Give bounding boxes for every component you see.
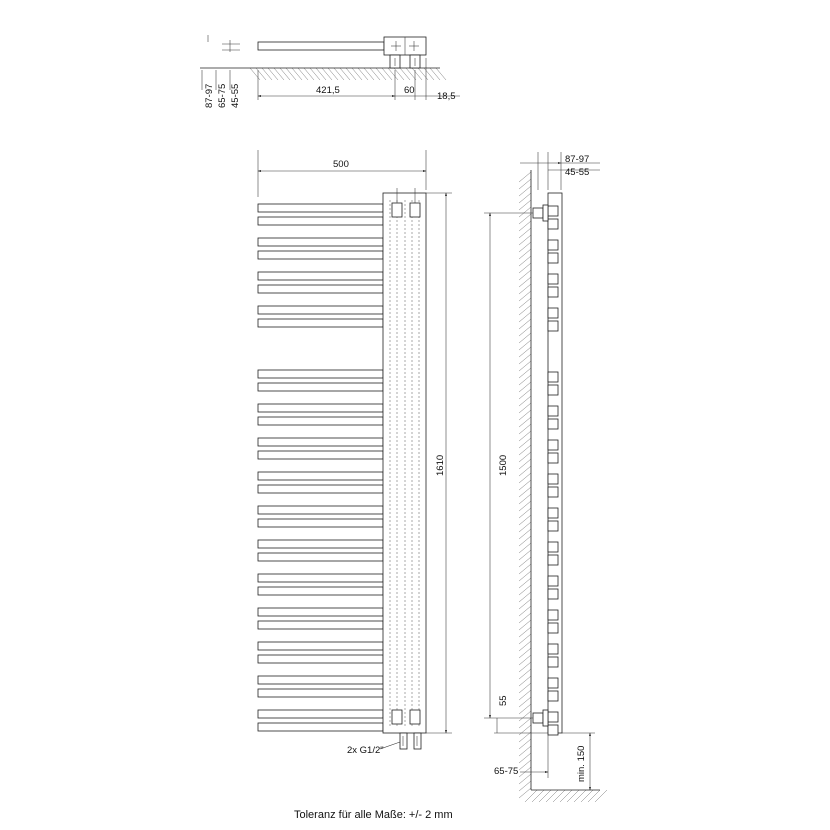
hatch-line (388, 68, 398, 80)
front-towel-bar (258, 383, 383, 391)
side-bar-end (548, 287, 558, 297)
top-dim-65-75: 65-75 (217, 83, 228, 108)
hatch-line (310, 68, 320, 80)
side-bar-end (548, 508, 558, 518)
front-towel-bar (258, 642, 383, 650)
front-towel-bar (258, 689, 383, 697)
front-towel-bar (258, 621, 383, 629)
front-dim-width: 500 (333, 159, 349, 170)
hatch-line (532, 790, 544, 802)
side-bottom-bracket-plate (543, 710, 548, 726)
hatch-line (560, 790, 572, 802)
front-towel-bar (258, 285, 383, 293)
hatch-line (424, 68, 434, 80)
front-connection-stub-left (400, 733, 407, 749)
front-towel-bar (258, 472, 383, 480)
hatch-line (352, 68, 362, 80)
front-towel-bar (258, 204, 383, 212)
front-towel-bar (258, 306, 383, 314)
side-bar-end (548, 725, 558, 735)
front-towel-bar (258, 319, 383, 327)
hatch-line (280, 68, 290, 80)
front-towel-bar (258, 655, 383, 663)
front-towel-bar (258, 608, 383, 616)
hatch-line (358, 68, 368, 80)
front-towel-bar (258, 251, 383, 259)
front-towel-bar (258, 587, 383, 595)
hatch-line (595, 790, 607, 802)
hatch-line (546, 790, 558, 802)
side-dim-45-55: 45-55 (565, 167, 590, 178)
side-bar-end (548, 308, 558, 318)
front-bottom-fitting-right (410, 710, 420, 724)
hatch-line (418, 68, 428, 80)
front-towel-bar (258, 272, 383, 280)
side-bar-end (548, 274, 558, 284)
front-towel-bar (258, 710, 383, 718)
hatch-line (256, 68, 266, 80)
side-bar-end (548, 253, 558, 263)
side-bar-end (548, 385, 558, 395)
side-bar-end (548, 644, 558, 654)
front-connection-label: 2x G1/2" (347, 745, 384, 756)
hatch-line (382, 68, 392, 80)
side-bar-end (548, 555, 558, 565)
side-bar-end (548, 419, 558, 429)
hatch-line (376, 68, 386, 80)
side-top-bracket-plate (543, 205, 548, 221)
hatch-line (292, 68, 302, 80)
side-view (484, 152, 607, 802)
front-top-fitting-left (392, 203, 402, 217)
side-bar-end (548, 521, 558, 531)
front-towel-bar (258, 540, 383, 548)
hatch-line (262, 68, 272, 80)
hatch-line (250, 68, 260, 80)
side-bar-end (548, 657, 558, 667)
side-bar-end (548, 712, 558, 722)
hatch-line (394, 68, 404, 80)
hatch-line (274, 68, 284, 80)
hatch-line (316, 68, 326, 80)
hatch-line (588, 790, 600, 802)
front-towel-bar (258, 438, 383, 446)
top-dim-width: 421,5 (316, 85, 340, 96)
side-dim-bottom-offset: 55 (498, 695, 509, 706)
side-bar-end (548, 610, 558, 620)
front-towel-bar (258, 574, 383, 582)
hatch-line (430, 68, 440, 80)
side-dim-bracket-spacing: 1500 (498, 454, 509, 476)
tolerance-note: Toleranz für alle Maße: +/- 2 mm (294, 809, 453, 821)
side-bar-end (548, 487, 558, 497)
hatch-line (400, 68, 410, 80)
front-towel-bar (258, 238, 383, 246)
hatch-line (412, 68, 422, 80)
front-towel-bar (258, 723, 383, 731)
hatch-line (370, 68, 380, 80)
side-bar-end (548, 678, 558, 688)
front-towel-bar (258, 519, 383, 527)
front-bottom-fitting-left (392, 710, 402, 724)
side-bar-end (548, 589, 558, 599)
top-dim-spacing: 60 (404, 85, 415, 96)
front-view-collector (383, 193, 426, 733)
side-dim-87-97: 87-97 (565, 154, 590, 165)
hatch-line (364, 68, 374, 80)
front-connection-stub-right (414, 733, 421, 749)
side-bar-end (548, 321, 558, 331)
side-bar-end (548, 240, 558, 250)
front-towel-bar (258, 217, 383, 225)
top-view-floor-hatch (250, 68, 446, 80)
hatch-line (553, 790, 565, 802)
front-towel-bar (258, 370, 383, 378)
hatch-line (436, 68, 446, 80)
side-dim-wall-distance: 65-75 (494, 766, 519, 777)
side-bottom-bracket (533, 713, 543, 723)
side-bar-end (548, 691, 558, 701)
side-bar-end (548, 623, 558, 633)
front-view (258, 150, 452, 756)
front-top-fitting-right (410, 203, 420, 217)
side-bar-end (548, 406, 558, 416)
side-top-bracket (533, 208, 543, 218)
side-bar-end (548, 542, 558, 552)
side-view-floor-hatch (525, 790, 607, 802)
hatch-line (334, 68, 344, 80)
side-dim-floor-min: min. 150 (576, 745, 587, 782)
top-dim-offset: 18,5 (437, 91, 456, 102)
hatch-line (322, 68, 332, 80)
front-towel-bar (258, 553, 383, 561)
front-view-bars (258, 204, 383, 731)
hatch-line (346, 68, 356, 80)
side-bar-end (548, 453, 558, 463)
front-towel-bar (258, 485, 383, 493)
front-towel-bar (258, 451, 383, 459)
hatch-line (328, 68, 338, 80)
front-towel-bar (258, 506, 383, 514)
hatch-line (304, 68, 314, 80)
hatch-line (298, 68, 308, 80)
front-dim-height: 1610 (435, 454, 446, 476)
hatch-line (539, 790, 551, 802)
front-towel-bar (258, 404, 383, 412)
side-bar-end (548, 440, 558, 450)
side-bar-end (548, 372, 558, 382)
hatch-line (574, 790, 586, 802)
side-view-wall-hatch (519, 172, 531, 798)
hatch-line (268, 68, 278, 80)
side-bar-end (548, 206, 558, 216)
hatch-line (286, 68, 296, 80)
top-dim-45-55: 45-55 (230, 83, 241, 108)
side-bar-end (548, 474, 558, 484)
top-view (200, 35, 460, 108)
side-bar-end (548, 219, 558, 229)
side-bar-end (548, 576, 558, 586)
hatch-line (340, 68, 350, 80)
hatch-line (581, 790, 593, 802)
hatch-line (406, 68, 416, 80)
top-dim-87-97: 87-97 (204, 83, 215, 108)
front-towel-bar (258, 676, 383, 684)
hatch-line (567, 790, 579, 802)
front-towel-bar (258, 417, 383, 425)
top-view-bar (258, 42, 384, 50)
